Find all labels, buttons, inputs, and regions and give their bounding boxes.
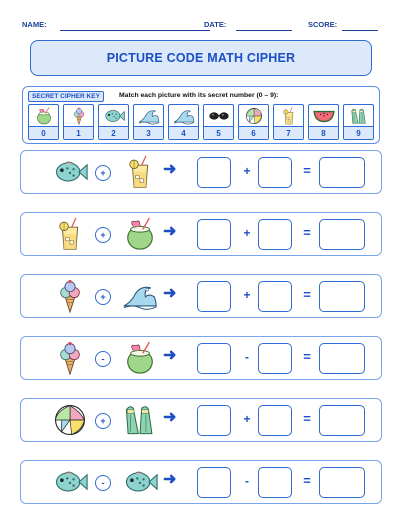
problem-picture-left	[51, 463, 89, 501]
arrow-icon: ➜	[163, 471, 177, 488]
answer-box-second[interactable]	[258, 343, 292, 374]
problem-row	[20, 460, 382, 504]
operator-badge: -	[95, 351, 111, 367]
wave-icon	[173, 107, 195, 125]
answer-box-result[interactable]	[319, 405, 365, 436]
problem-picture-right	[121, 277, 159, 315]
problem-row	[20, 398, 382, 442]
cipher-key-picture	[239, 106, 268, 126]
problem-picture-left	[51, 153, 89, 191]
cipher-key-picture	[29, 106, 58, 126]
problem-picture-left	[51, 339, 89, 377]
cipher-key-instructions: Match each picture with its secret number (0 – 9):	[119, 92, 279, 99]
answer-operator: +	[243, 412, 251, 426]
cipher-key-number: 9	[344, 126, 373, 139]
problem-picture-right	[121, 215, 159, 253]
fish-icon	[52, 465, 88, 499]
cipher-key-number: 7	[274, 126, 303, 139]
cipher-key-item	[133, 104, 164, 140]
cipher-key-picture	[344, 106, 373, 126]
answer-box-result[interactable]	[319, 343, 365, 374]
arrow-icon: ➜	[163, 161, 177, 178]
problem-row	[20, 274, 382, 318]
wave-icon	[138, 107, 160, 125]
cipher-key-panel	[22, 86, 380, 144]
problem-picture-left	[51, 215, 89, 253]
lemonade-icon	[122, 155, 158, 189]
cipher-key-item	[203, 104, 234, 140]
answer-operator: +	[243, 164, 251, 178]
answer-box-first[interactable]	[197, 343, 231, 374]
answer-box-second[interactable]	[258, 281, 292, 312]
cipher-key-item	[168, 104, 199, 140]
wave-icon	[122, 279, 158, 313]
cipher-key-number: 6	[239, 126, 268, 139]
problem-picture-right	[121, 463, 159, 501]
arrow-icon: ➜	[163, 285, 177, 302]
answer-box-second[interactable]	[258, 157, 292, 188]
equals-sign: =	[303, 473, 311, 488]
cipher-key-picture	[134, 106, 163, 126]
problem-picture-left	[51, 277, 89, 315]
coconut-icon	[122, 217, 158, 251]
name-line[interactable]	[60, 30, 210, 31]
operator-badge: +	[95, 289, 111, 305]
flippers-icon	[122, 403, 158, 437]
lemonade-icon	[52, 217, 88, 251]
cipher-key-item	[98, 104, 129, 140]
problem-row	[20, 212, 382, 256]
problem-picture-right	[121, 339, 159, 377]
score-line[interactable]	[342, 30, 378, 31]
cipher-key-picture	[99, 106, 128, 126]
cipher-key-number: 8	[309, 126, 338, 139]
score-label: SCORE:	[308, 20, 338, 29]
name-label: NAME:	[22, 20, 47, 29]
answer-box-first[interactable]	[197, 281, 231, 312]
operator-badge: -	[95, 475, 111, 491]
equals-sign: =	[303, 287, 311, 302]
answer-box-first[interactable]	[197, 405, 231, 436]
sunglasses-icon	[208, 107, 230, 125]
problem-row	[20, 150, 382, 194]
cipher-key-picture	[204, 106, 233, 126]
fish-icon	[52, 155, 88, 189]
date-line[interactable]	[236, 30, 292, 31]
equals-sign: =	[303, 411, 311, 426]
beach-ball-icon	[52, 403, 88, 437]
answer-box-result[interactable]	[319, 219, 365, 250]
problem-row	[20, 336, 382, 380]
cipher-key-number: 3	[134, 126, 163, 139]
cipher-key-item	[343, 104, 374, 140]
worksheet-title: PICTURE CODE MATH CIPHER	[30, 40, 372, 76]
answer-box-result[interactable]	[319, 281, 365, 312]
cipher-key-tag: SECRET CIPHER KEY	[28, 91, 104, 102]
cipher-key-item	[308, 104, 339, 140]
answer-box-first[interactable]	[197, 157, 231, 188]
coconut-icon	[33, 107, 55, 125]
operator-badge: +	[95, 227, 111, 243]
answer-box-first[interactable]	[197, 467, 231, 498]
cipher-key-item	[63, 104, 94, 140]
operator-badge: +	[95, 165, 111, 181]
coconut-icon	[122, 341, 158, 375]
answer-box-result[interactable]	[319, 467, 365, 498]
answer-operator: -	[245, 350, 249, 364]
flippers-icon	[348, 107, 370, 125]
problem-picture-right	[121, 401, 159, 439]
cipher-key-number: 2	[99, 126, 128, 139]
cipher-key-number: 4	[169, 126, 198, 139]
watermelon-icon	[313, 107, 335, 125]
ice-cream-icon	[68, 107, 90, 125]
worksheet-header	[22, 20, 378, 34]
cipher-key-number: 1	[64, 126, 93, 139]
cipher-key-item	[238, 104, 269, 140]
cipher-key-picture	[309, 106, 338, 126]
answer-box-second[interactable]	[258, 219, 292, 250]
cipher-key-item	[28, 104, 59, 140]
cipher-key-picture	[64, 106, 93, 126]
date-label: DATE:	[204, 20, 227, 29]
cipher-key-number: 0	[29, 126, 58, 139]
beach-ball-icon	[243, 107, 265, 125]
answer-box-second[interactable]	[258, 467, 292, 498]
arrow-icon: ➜	[163, 409, 177, 426]
ice-cream-icon	[52, 279, 88, 313]
equals-sign: =	[303, 349, 311, 364]
equals-sign: =	[303, 163, 311, 178]
answer-box-first[interactable]	[197, 219, 231, 250]
answer-operator: +	[243, 288, 251, 302]
arrow-icon: ➜	[163, 223, 177, 240]
lemonade-icon	[278, 107, 300, 125]
fish-icon	[103, 107, 125, 125]
arrow-icon: ➜	[163, 347, 177, 364]
cipher-key-number: 5	[204, 126, 233, 139]
equals-sign: =	[303, 225, 311, 240]
cipher-key-picture	[274, 106, 303, 126]
problem-picture-right	[121, 153, 159, 191]
cipher-key-item	[273, 104, 304, 140]
ice-cream-icon	[52, 341, 88, 375]
operator-badge: +	[95, 413, 111, 429]
answer-operator: +	[243, 226, 251, 240]
fish-icon	[122, 465, 158, 499]
cipher-key-picture	[169, 106, 198, 126]
answer-box-second[interactable]	[258, 405, 292, 436]
answer-box-result[interactable]	[319, 157, 365, 188]
answer-operator: -	[245, 474, 249, 488]
problem-picture-left	[51, 401, 89, 439]
